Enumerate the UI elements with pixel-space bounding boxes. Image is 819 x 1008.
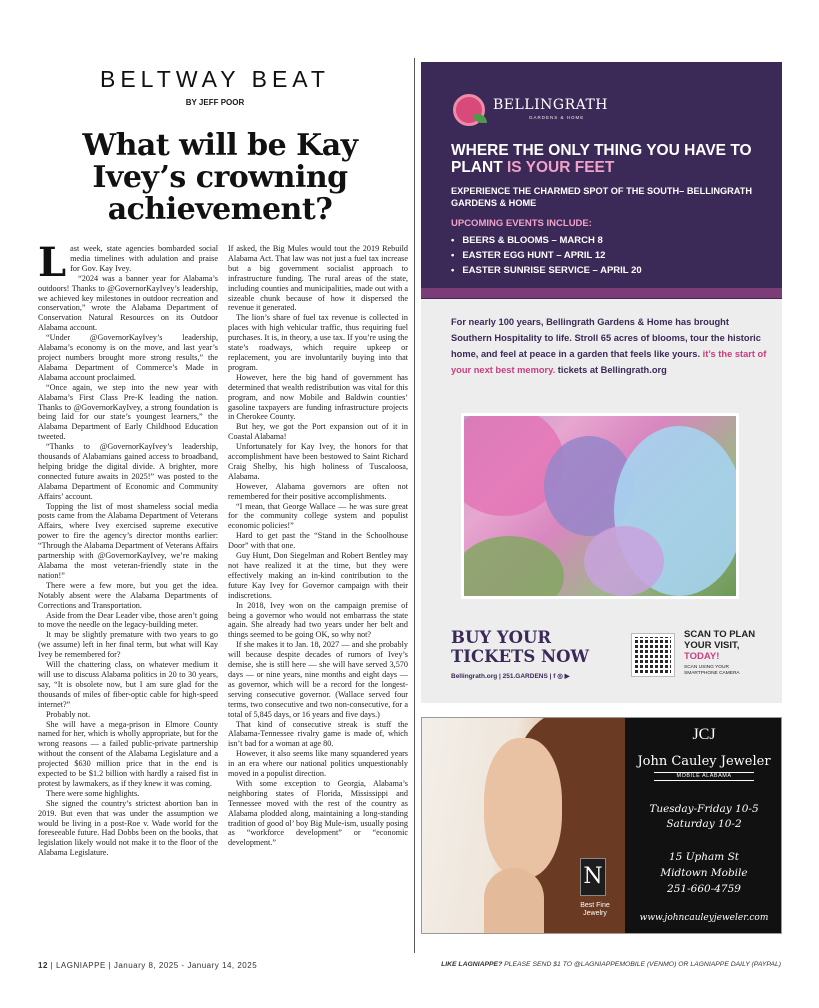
ad-body-text: For nearly 100 years, Bellingrath Gardens & Home has brought Southern Hospitality to life. Stroll 65 acres of blooms, tour the historic home, and feel at peace in a garden that feels like yours. it’s the start of your next best memory. tickets at Bellingrath.org	[451, 317, 767, 375]
garden-photo	[461, 413, 739, 599]
paragraph: If she makes it to Jan. 18, 2027 — and she probably will because despite decades of rumors of Ivey’s demise, she is still here — she will have served 3,570 days — or nine years, nine months and eight days — as governor, which will be a record for the longest-serving consecutive governor. (Wallace served four terms, two consecutive and two non-consecutive, for a total of 5,845 days, or 16 years and five days.)	[228, 640, 408, 719]
list-item: • EASTER SUNRISE SERVICE – APRIL 20	[451, 263, 642, 278]
section-kicker: BELTWAY BEAT	[100, 66, 330, 92]
bellingrath-logo	[453, 92, 613, 132]
ad-contact-line[interactable]: Bellingrath.org | 251.GARDENS | f ◎ ▶	[451, 673, 570, 680]
paragraph: However, it also seems like many squandered years in an era where our national politics unquestionably moved in a populist direction.	[228, 749, 408, 779]
logo-subtitle: GARDENS & HOME	[529, 115, 585, 120]
events-title: UPCOMING EVENTS INCLUDE:	[451, 218, 592, 229]
list-item: • EASTER EGG HUNT – APRIL 12	[451, 248, 642, 263]
jeweler-location: MOBILE ALABAMA	[654, 772, 754, 781]
buy-tickets-cta[interactable]: BUY YOUR TICKETS NOW	[451, 628, 589, 666]
paragraph: She signed the country’s strictest abortion ban in 2019. But even that was under the assumption we would be living in a post-Roe v. Wade world for the foreseeable future. Had Dobbs been on the books, that legislation likely would not make it to the floor of the Alabama Legislature.	[38, 798, 218, 858]
phone-number[interactable]: 251-660-4759	[667, 883, 741, 895]
paragraph: However, here the big hand of government has determined that wealth redistribution was vital for this program, and now Mobile and Baldwin counties’ gasoline taxpayers are funding infrastructure projects in Cherokee County.	[228, 372, 408, 422]
paragraph: That kind of consecutive streak is stuff the Alabama-Tennessee rivalry game is made of, which isn’t bad for a woman at age 80.	[228, 719, 408, 749]
paragraph: Last week, state agencies bombarded social media timelines with adulation and praise for Gov. Kay Ivey.	[38, 244, 218, 286]
paragraph: “2024 was a banner year for Alabama’s outdoors! Thanks to @GovernorKayIvey’s leadership, we achieved key milestones in outdoor recreation and conservation,” wrote the Alabama Department of Conservation Natural Resources on its Outdoor Alabama account.	[38, 273, 218, 333]
ad-accent-band	[421, 288, 782, 298]
best-of-badge	[572, 858, 618, 928]
badge-text: Best Fine Jewelry	[580, 902, 610, 917]
paragraph: Probably not.	[46, 709, 91, 719]
paragraph: There were some highlights.	[46, 788, 140, 798]
events-list	[451, 233, 642, 278]
paragraph: She will have a mega-prison in Elmore County named for her, which is wholly appropriate, but for the wrong reasons — a failed public-private partnership without the consent of the Alabama Legislature and a projected $630 million price that in the end is expected to be $1.2 billion with hardly a raised fist in protest by lawmakers, as if they knew it was coming.	[38, 719, 218, 788]
paragraph: In 2018, Ivey won on the campaign premise of being a governor who would not embarrass the state again. She already had two years under her belt and things seemed to be going OK, so why not?	[228, 600, 408, 640]
paragraph: With some exception to Georgia, Alabama’s neighboring states of Florida, Mississippi and Tennessee moved with the rest of the country as Alabama plodded along, maintaining a long-standing tradition of good ol’ boy Big Mule-ism, usually posing as “workforce development” or “economic development.”	[228, 778, 408, 848]
jeweler-website-link[interactable]: www.johncauleyjeweler.com	[639, 913, 769, 923]
article-column-2	[228, 244, 408, 939]
paragraph: Hard to get past the “Stand in the Schoolhouse Door” with that one.	[228, 531, 408, 551]
paragraph: Guy Hunt, Don Siegelman and Robert Bentley may not have realized it at the time, but they were effectively making an in-kind contribution to the future Kay Ivey for Governor campaign with their indiscretions.	[228, 551, 408, 600]
paragraph: “Thanks to @GovernorKayIvey’s leadership, thousands of Alabamians gained access to broadband, helping bridge the digital divide. A brighter, more connected future awaits in 2025!” was posted to the Alabama Department of Economic and Community Affairs’ account.	[38, 442, 218, 501]
paragraph: But hey, we got the Port expansion out of it in Coastal Alabama!	[228, 422, 408, 442]
paragraph: The lion’s share of fuel tax revenue is collected in places with high vehicular traffic, thus requiring fuel purchases. It is, in theory, a use tax. If you’re using the state’s roadways, which require upkeep or replacement, you are involuntarily buying into that program.	[228, 313, 408, 372]
bellingrath-ad[interactable]	[421, 62, 782, 703]
list-item: • BEERS & BLOOMS – MARCH 8	[451, 233, 642, 248]
paragraph: “Under @GovernorKayIvey’s leadership, Alabama’s economy is on the move, and last year’s project numbers brought more strong results,” the Alabama Department of Commerce’s Made in Alabama account proclaimed.	[38, 333, 218, 382]
store-hours: Tuesday-Friday 10-5 Saturday 10-2	[649, 803, 759, 830]
model-photo	[422, 718, 625, 934]
scan-instructions: SCAN USING YOUR SMARTPHONE CAMERA	[684, 665, 740, 676]
qr-code[interactable]	[631, 633, 675, 677]
paragraph: It may be slightly premature with two years to go (we assume) left in her final term, but what will Kay Ivey be remembered for?	[38, 630, 218, 660]
badge-icon: N	[580, 858, 606, 896]
footer-support-note: LIKE LAGNIAPPE? PLEASE SEND $1 TO @LAGNIAPPEMOBILE (VENMO) OR LAGNIAPPE DAILY (PAYPAL)	[441, 961, 781, 968]
paragraph: If asked, the Big Mules would tout the 2019 Rebuild Alabama Act. That law was not just a fuel tax increase but a big government socialist approach to infrastructure funding. The rural areas of the state, including counties and municipalities, made out with a sizeable chunk because of how it dispersed the revenue it generated.	[228, 244, 408, 313]
paragraph: Topping the list of most shameless social media posts came from the Alabama Department of Veterans Affairs, where Ivey exercised supreme executive power to fire the agency’s director months earlier: “Through the Alabama Department of Veterans Affairs partnership with @GovernorKayIvey, we’re making Alabama the most veteran-friendly state in the nation!”	[38, 501, 218, 580]
scan-heading: SCAN TO PLAN YOUR VISIT, TODAY!	[684, 629, 756, 662]
jeweler-ad[interactable]	[421, 717, 782, 934]
headline: What will be Kay Ivey’s crowning achievement?	[82, 128, 358, 227]
paragraph: Unfortunately for Kay Ivey, the honors for that accomplishment have been bestowed to Saint Richard Craig Shelby, his high holiness of Tuscaloosa, Alabama.	[228, 442, 408, 481]
logo-name: BELLINGRATH	[493, 97, 608, 113]
ad-subhead: EXPERIENCE THE CHARMED SPOT OF THE SOUTH– BELLINGRATH GARDENS & HOME	[451, 186, 752, 208]
column-divider	[414, 58, 415, 953]
paragraph: “Once again, we step into the new year with Alabama’s First Class Pre-K leading the nation. Thanks to @GovernorKayIvey, a strong foundation is being laid for our state’s youngest learners,” the Alabama Department of Early Childhood Education tweeted.	[38, 382, 218, 442]
jeweler-name: John Cauley Jeweler	[637, 754, 771, 769]
paragraph: “I mean, that George Wallace — he was sure great for the community college system and populist economic policies!”	[228, 501, 408, 531]
store-address: 15 Upham St Midtown Mobile 251-660-4759	[625, 849, 782, 897]
paragraph: Will the chattering class, on whatever medium it will use to discuss Alabama politics in 20 to 30 years, say, “It is obsolete now, but I am sure glad for the thousands of miles of fiber-optic cable for high-speed internet?”	[38, 660, 218, 709]
dropcap: L	[38, 244, 67, 286]
paragraph: However, Alabama governors are often not remembered for their positive accomplishments.	[228, 481, 408, 501]
article-column-1	[38, 244, 218, 939]
page-folio: 12 | LAGNIAPPE | January 8, 2025 - January 14, 2025	[38, 961, 258, 970]
byline: BY JEFF POOR	[185, 98, 245, 107]
jeweler-info-panel	[625, 718, 782, 934]
crown-monogram-icon: JCJ	[692, 726, 716, 743]
ad-headline: WHERE THE ONLY THING YOU HAVE TO PLANT IS YOUR FEET	[451, 142, 752, 176]
paragraph: Aside from the Dear Leader vibe, those aren’t going to move the needle on the legacy-building meter.	[38, 610, 218, 630]
paragraph: There were a few more, but you get the idea. Notably absent were the Alabama Departments of Corrections and Transportation.	[38, 580, 218, 610]
